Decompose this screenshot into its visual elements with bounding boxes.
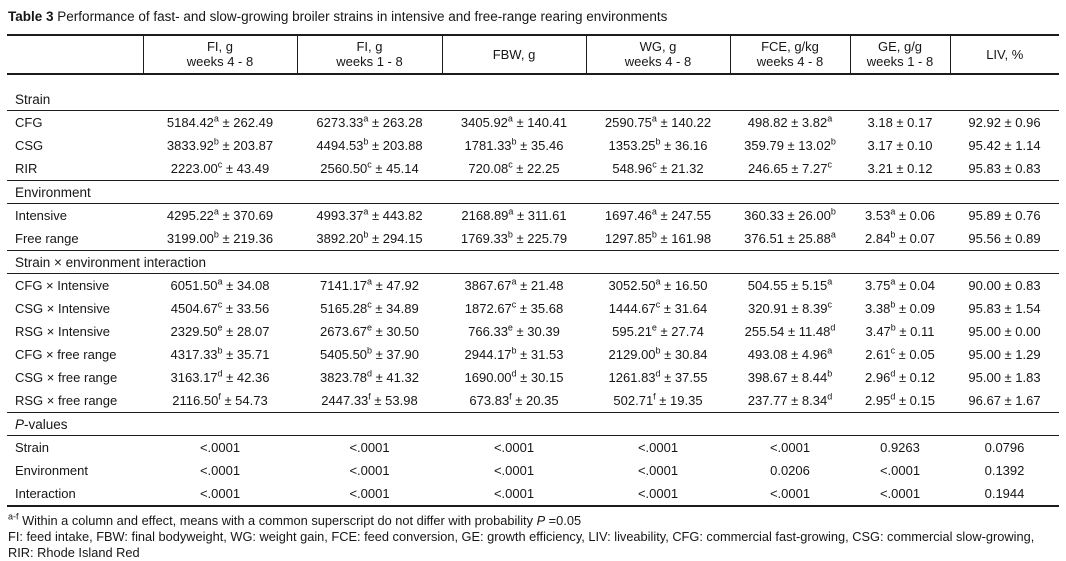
value-cell: 2673.67$^e$ ± 30.50 xyxy=(320,322,419,339)
value-cell: 255.54 ± 11.48$^d$ xyxy=(744,322,836,339)
value-cell: <.0001 xyxy=(199,440,241,455)
significance-superscript: b xyxy=(363,229,369,240)
row-label: RSG × free range xyxy=(15,393,118,408)
significance-superscript: f xyxy=(509,391,512,402)
table-row xyxy=(7,482,1059,506)
value-cell: <.0001 xyxy=(493,486,535,501)
value-cell: 766.33$^e$ ± 30.39 xyxy=(468,322,560,339)
significance-superscript: c xyxy=(827,299,832,310)
value-cell: 6051.50$^a$ ± 34.08 xyxy=(170,276,270,293)
significance-superscript: a xyxy=(363,113,369,124)
significance-superscript: a xyxy=(655,276,661,287)
table-row xyxy=(7,227,1059,251)
table-caption: Performance of fast- and slow-growing broiler strains in intensive and free-range rearing environments xyxy=(57,9,668,24)
value-cell: 2.96$^d$ ± 0.12 xyxy=(865,368,935,385)
value-cell: 3.21 ± 0.12 xyxy=(867,161,933,176)
value-cell: 4993.37$^a$ ± 443.82 xyxy=(316,206,423,223)
value-cell: 1781.33$^b$ ± 35.46 xyxy=(464,136,564,153)
significance-superscript: c xyxy=(367,159,372,170)
significance-superscript: f xyxy=(218,391,221,402)
value-cell: 95.00 ± 1.29 xyxy=(968,347,1041,362)
significance-superscript: a xyxy=(890,206,896,217)
value-cell: <.0001 xyxy=(349,486,390,501)
value-cell: 3.53$^a$ ± 0.06 xyxy=(865,206,935,223)
footnote-superscripts: $^{a-f}$ Within a column and effect, means with a common superscript do not differ with probability P =0.05 xyxy=(8,511,582,528)
significance-superscript: b xyxy=(363,136,369,147)
row-label: Intensive xyxy=(15,208,68,223)
table-row xyxy=(7,459,1059,482)
significance-superscript: a xyxy=(367,276,373,287)
row-label: RSG × Intensive xyxy=(15,324,111,339)
value-cell: 502.71$^f$ ± 19.35 xyxy=(613,391,703,408)
value-cell: 2.95$^d$ ± 0.15 xyxy=(865,391,935,408)
value-cell: 0.0206 xyxy=(770,463,810,478)
value-cell: 2944.17$^b$ ± 31.53 xyxy=(464,345,564,362)
value-cell: 6273.33$^a$ ± 263.28 xyxy=(316,113,423,130)
significance-superscript: c xyxy=(827,159,832,170)
section-header: P-values xyxy=(7,413,1059,436)
table-row xyxy=(7,274,1059,298)
value-cell: 4295.22$^a$ ± 370.69 xyxy=(166,206,274,223)
value-cell: 5405.50$^b$ ± 37.90 xyxy=(320,345,419,362)
section-header: Strain xyxy=(7,74,1059,111)
significance-superscript: a xyxy=(217,276,223,287)
column-header-ge: GE, g/g weeks 1 - 8 xyxy=(850,35,950,74)
significance-superscript: e xyxy=(507,322,513,333)
value-cell: 2129.00$^b$ ± 30.84 xyxy=(608,345,708,362)
section-header: Strain × environment interaction xyxy=(7,251,1059,274)
value-cell: 548.96$^c$ ± 21.32 xyxy=(612,159,704,176)
performance-table xyxy=(7,34,1059,507)
significance-superscript: a xyxy=(890,276,896,287)
row-label: CFG × Intensive xyxy=(15,278,110,293)
value-cell: 320.91 ± 8.39$^c$ xyxy=(748,299,832,316)
significance-superscript: c xyxy=(508,159,513,170)
value-cell: 5165.28$^c$ ± 34.89 xyxy=(320,299,419,316)
row-label: Free range xyxy=(15,231,79,246)
table-header xyxy=(7,35,1059,74)
value-cell: 4494.53$^b$ ± 203.88 xyxy=(316,136,423,153)
value-cell: 2.84$^b$ ± 0.07 xyxy=(865,229,935,246)
significance-superscript: f xyxy=(653,391,656,402)
significance-superscript: d xyxy=(827,391,833,402)
value-cell: 359.79 ± 13.02$^b$ xyxy=(744,136,836,153)
value-cell: <.0001 xyxy=(637,440,679,455)
value-cell: 246.65 ± 7.27$^c$ xyxy=(748,159,832,176)
value-cell: <.0001 xyxy=(879,463,921,478)
value-cell: <.0001 xyxy=(769,486,811,501)
significance-superscript: b xyxy=(367,345,373,356)
value-cell: 95.42 ± 1.14 xyxy=(968,138,1041,153)
significance-superscript: b xyxy=(511,136,517,147)
value-cell: 673.83$^f$ ± 20.35 xyxy=(469,391,559,408)
value-cell: <.0001 xyxy=(879,486,921,501)
value-cell: 3.17 ± 0.10 xyxy=(867,138,933,153)
row-label: CSG xyxy=(15,138,44,153)
significance-superscript: d xyxy=(367,368,373,379)
significance-superscript: a xyxy=(511,276,517,287)
value-cell: 1444.67$^c$ ± 31.64 xyxy=(608,299,708,316)
value-cell: 720.08$^c$ ± 22.25 xyxy=(468,159,560,176)
row-label: Interaction xyxy=(15,486,76,501)
value-cell: 2329.50$^e$ ± 28.07 xyxy=(170,322,270,339)
value-cell: <.0001 xyxy=(199,463,241,478)
significance-superscript: d xyxy=(511,368,517,379)
value-cell: 3833.92$^b$ ± 203.87 xyxy=(166,136,274,153)
value-cell: <.0001 xyxy=(199,486,241,501)
significance-superscript: b xyxy=(651,229,657,240)
footnotes xyxy=(8,513,1058,561)
significance-superscript: a xyxy=(827,113,833,124)
value-cell: 2116.50$^f$ ± 54.73 xyxy=(172,391,268,408)
section-header: Environment xyxy=(7,181,1059,204)
significance-superscript: a xyxy=(363,206,369,217)
value-cell: 95.83 ± 1.54 xyxy=(968,301,1041,316)
value-cell: 3823.78$^d$ ± 41.32 xyxy=(320,368,419,385)
table-row xyxy=(7,204,1059,228)
section-header-row xyxy=(7,74,1059,111)
significance-superscript: a xyxy=(651,206,657,217)
value-cell: 237.77 ± 8.34$^d$ xyxy=(747,391,833,408)
table-row xyxy=(7,320,1059,343)
significance-superscript: a xyxy=(507,113,513,124)
significance-superscript: b xyxy=(213,229,219,240)
value-cell: 95.83 ± 0.83 xyxy=(968,161,1041,176)
column-header-wg: WG, g weeks 4 - 8 xyxy=(586,35,730,74)
value-cell: 0.1392 xyxy=(984,463,1025,478)
row-label: CSG × Intensive xyxy=(15,301,111,316)
table-title xyxy=(8,9,1059,24)
value-cell: 95.89 ± 0.76 xyxy=(968,208,1041,223)
value-cell: 493.08 ± 4.96$^a$ xyxy=(747,345,833,362)
significance-superscript: e xyxy=(651,322,657,333)
significance-superscript: c xyxy=(217,299,223,310)
value-cell: 1690.00$^d$ ± 30.15 xyxy=(464,368,564,385)
value-cell: <.0001 xyxy=(493,440,535,455)
value-cell: 360.33 ± 26.00$^b$ xyxy=(744,206,836,223)
significance-superscript: f xyxy=(368,391,371,402)
significance-superscript: b xyxy=(890,322,896,333)
value-cell: 3.38$^b$ ± 0.09 xyxy=(865,299,935,316)
table-row xyxy=(7,134,1059,157)
value-cell: <.0001 xyxy=(637,486,679,501)
value-cell: 5184.42$^a$ ± 262.49 xyxy=(166,113,274,130)
significance-superscript: a xyxy=(827,345,833,356)
column-header-fce: FCE, g/kg weeks 4 - 8 xyxy=(730,35,850,74)
significance-superscript: a xyxy=(830,229,836,240)
table-row xyxy=(7,111,1059,135)
column-header-fi-4-8: FI, g weeks 4 - 8 xyxy=(143,35,297,74)
header-row xyxy=(7,35,1059,74)
value-cell: 95.00 ± 0.00 xyxy=(968,324,1041,339)
significance-superscript: d xyxy=(830,322,836,333)
significance-superscript: d xyxy=(217,368,223,379)
significance-superscript: c xyxy=(367,299,372,310)
value-cell: 3052.50$^a$ ± 16.50 xyxy=(608,276,708,293)
significance-superscript: b xyxy=(507,229,513,240)
value-cell: 2560.50$^c$ ± 45.14 xyxy=(320,159,419,176)
row-label: Environment xyxy=(15,463,88,478)
value-cell: <.0001 xyxy=(493,463,535,478)
column-header-fi-1-8: FI, g weeks 1 - 8 xyxy=(297,35,442,74)
value-cell: 498.82 ± 3.82$^a$ xyxy=(747,113,833,130)
value-cell: 0.1944 xyxy=(984,486,1025,501)
significance-superscript: c xyxy=(652,159,657,170)
section-header-row xyxy=(7,413,1059,436)
row-label: Strain xyxy=(15,440,49,455)
significance-superscript: e xyxy=(217,322,223,333)
significance-superscript: b xyxy=(217,345,223,356)
significance-superscript: d xyxy=(890,391,896,402)
significance-superscript: a xyxy=(213,113,219,124)
section-header-row xyxy=(7,181,1059,204)
table-row xyxy=(7,157,1059,181)
value-cell: 2168.89$^a$ ± 311.61 xyxy=(461,206,567,223)
value-cell: 3405.92$^a$ ± 140.41 xyxy=(460,113,568,130)
value-cell: 1297.85$^b$ ± 161.98 xyxy=(604,229,712,246)
table-row xyxy=(7,343,1059,366)
significance-superscript: c xyxy=(217,159,223,170)
value-cell: 7141.17$^a$ ± 47.92 xyxy=(320,276,419,293)
value-cell: <.0001 xyxy=(349,440,390,455)
significance-superscript: c xyxy=(655,299,661,310)
significance-superscript: b xyxy=(655,136,661,147)
table-number: Table 3 xyxy=(8,9,54,24)
value-cell: 3163.17$^d$ ± 42.36 xyxy=(170,368,270,385)
value-cell: <.0001 xyxy=(349,463,390,478)
value-cell: 92.92 ± 0.96 xyxy=(968,115,1041,130)
row-label: CSG × free range xyxy=(15,370,118,385)
significance-superscript: c xyxy=(890,345,896,356)
value-cell: 96.67 ± 1.67 xyxy=(968,393,1041,408)
table-row xyxy=(7,297,1059,320)
value-cell: 1353.25$^b$ ± 36.16 xyxy=(608,136,708,153)
significance-superscript: a xyxy=(651,113,657,124)
significance-superscript: a xyxy=(213,206,219,217)
value-cell: 3.47$^b$ ± 0.11 xyxy=(865,322,935,339)
significance-superscript: a xyxy=(508,206,514,217)
value-cell: 3.75$^a$ ± 0.04 xyxy=(865,276,935,293)
significance-superscript: e xyxy=(367,322,373,333)
value-cell: 2447.33$^f$ ± 53.98 xyxy=(321,391,418,408)
value-cell: 90.00 ± 0.83 xyxy=(968,278,1041,293)
column-header-rowlabel xyxy=(7,35,143,74)
value-cell: 4504.67$^c$ ± 33.56 xyxy=(170,299,270,316)
value-cell: 504.55 ± 5.15$^a$ xyxy=(747,276,833,293)
column-header-fbw: FBW, g xyxy=(442,35,586,74)
significance-superscript: a xyxy=(827,276,833,287)
value-cell: 595.21$^e$ ± 27.74 xyxy=(612,322,704,339)
section-header-row xyxy=(7,251,1059,274)
significance-superscript: d xyxy=(890,368,896,379)
value-cell: 3.18 ± 0.17 xyxy=(867,115,933,130)
value-cell: 0.0796 xyxy=(984,440,1025,455)
value-cell: 2590.75$^a$ ± 140.22 xyxy=(604,113,712,130)
value-cell: 95.00 ± 1.83 xyxy=(968,370,1041,385)
table-row xyxy=(7,389,1059,413)
value-cell: <.0001 xyxy=(637,463,679,478)
column-header-liv: LIV, % xyxy=(950,35,1059,74)
value-cell: 1769.33$^b$ ± 225.79 xyxy=(460,229,568,246)
row-label: CFG × free range xyxy=(15,347,117,362)
row-label: CFG xyxy=(15,115,43,130)
significance-superscript: c xyxy=(511,299,517,310)
table-row xyxy=(7,436,1059,460)
table-row xyxy=(7,366,1059,389)
table-body xyxy=(7,74,1059,506)
value-cell: <.0001 xyxy=(769,440,811,455)
value-cell: 1261.83$^d$ ± 37.55 xyxy=(608,368,708,385)
significance-superscript: b xyxy=(511,345,517,356)
value-cell: 3892.20$^b$ ± 294.15 xyxy=(316,229,423,246)
value-cell: 1872.67$^c$ ± 35.68 xyxy=(464,299,564,316)
value-cell: 1697.46$^a$ ± 247.55 xyxy=(604,206,712,223)
significance-superscript: b xyxy=(890,229,896,240)
value-cell: 4317.33$^b$ ± 35.71 xyxy=(170,345,270,362)
value-cell: 376.51 ± 25.88$^a$ xyxy=(744,229,836,246)
value-cell: 398.67 ± 8.44$^b$ xyxy=(747,368,833,385)
significance-superscript: b xyxy=(890,299,896,310)
significance-superscript: b xyxy=(213,136,219,147)
significance-superscript: b xyxy=(827,368,833,379)
value-cell: 0.9263 xyxy=(880,440,920,455)
significance-superscript: b xyxy=(830,206,836,217)
value-cell: 2223.00$^c$ ± 43.49 xyxy=(170,159,270,176)
significance-superscript: b xyxy=(830,136,836,147)
value-cell: 3199.00$^b$ ± 219.36 xyxy=(166,229,274,246)
significance-superscript: d xyxy=(655,368,661,379)
row-label: RIR xyxy=(15,161,38,176)
footnote-sup-range: a-f xyxy=(8,511,19,522)
footnote-abbreviations: FI: feed intake, FBW: final bodyweight, WG: weight gain, FCE: feed conversion, GE: growth efficiency, LIV: liveability, CFG: commercial fast-growing, CSG: commercial slow-growing, RIR: Rhode Island Red xyxy=(8,529,1035,560)
value-cell: 2.61$^c$ ± 0.05 xyxy=(865,345,935,362)
value-cell: 3867.67$^a$ ± 21.48 xyxy=(464,276,564,293)
significance-superscript: b xyxy=(655,345,661,356)
value-cell: 95.56 ± 0.89 xyxy=(968,231,1041,246)
